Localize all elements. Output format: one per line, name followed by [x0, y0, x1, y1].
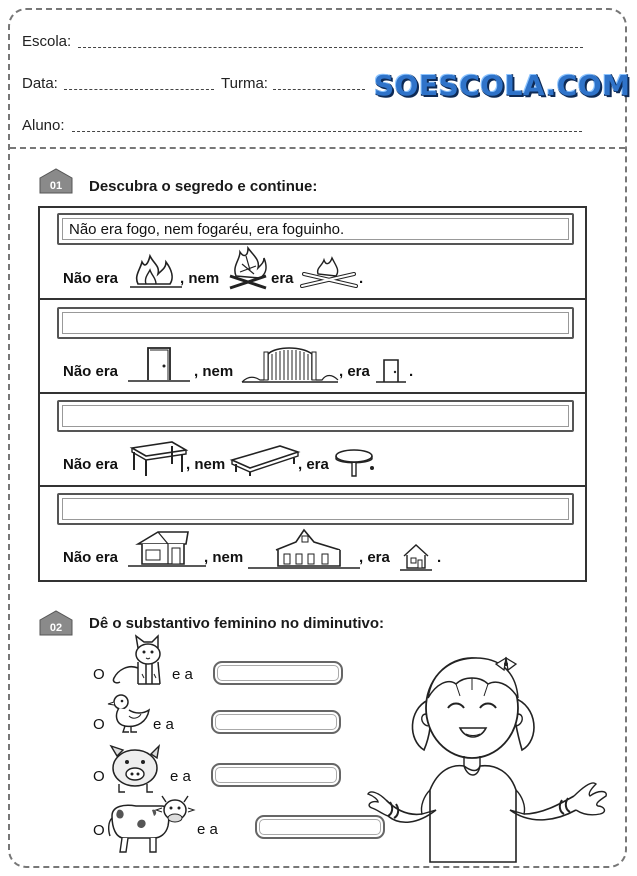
row-4-text-c: , era	[359, 549, 390, 566]
date-field[interactable]	[64, 89, 214, 90]
exercise-2-badge	[38, 610, 74, 641]
row-divider	[40, 392, 585, 394]
class-label: Turma:	[221, 75, 268, 92]
item-1-article: O	[93, 666, 105, 683]
example-box	[57, 213, 574, 245]
class-field[interactable]	[273, 89, 365, 90]
row-2-text-c: , era	[339, 363, 370, 380]
row-2-text-b: , nem	[194, 363, 234, 380]
table-icon	[128, 438, 190, 478]
exercise-2-number: 02	[49, 622, 63, 634]
cow-icon	[106, 796, 192, 858]
row-4-text-b: , nem	[204, 549, 244, 566]
school-label: Escola:	[22, 33, 72, 50]
site-logo: SOESCOLA.COM	[374, 69, 631, 102]
header-divider	[10, 147, 625, 149]
exercise-1-badge	[38, 168, 74, 199]
answer-box-row-3[interactable]	[57, 400, 574, 432]
row-2-text-d: .	[409, 363, 414, 380]
row-divider	[40, 485, 585, 487]
date-label: Data:	[22, 75, 58, 92]
row-4-text-d: .	[437, 549, 442, 566]
item-3-article: O	[93, 768, 105, 785]
duck-icon	[107, 692, 153, 736]
answer-box-row-4[interactable]	[57, 493, 574, 525]
answer-field-2[interactable]	[211, 710, 341, 734]
answer-field-3[interactable]	[211, 763, 341, 787]
exercise-1-title: Descubra o segredo e continue:	[89, 178, 318, 195]
small-fire-icon	[300, 256, 358, 292]
school-field[interactable]	[78, 47, 583, 48]
answer-field-1[interactable]	[213, 661, 343, 685]
pig-icon	[107, 744, 165, 794]
item-4-article: O	[93, 822, 105, 839]
stool-icon	[334, 448, 376, 480]
exercise-1-number: 01	[49, 180, 63, 192]
row-1-text-a: Não era	[63, 270, 119, 287]
row-3-text-b: , nem	[186, 456, 226, 473]
bonfire-icon	[228, 248, 268, 292]
answer-field-4[interactable]	[255, 815, 385, 839]
item-2-article: O	[93, 716, 105, 733]
row-2-text-a: Não era	[63, 363, 119, 380]
gate-icon	[242, 340, 338, 386]
door-icon	[128, 344, 190, 384]
row-1-text-d: .	[359, 270, 364, 287]
item-1-connector: e a	[172, 666, 193, 683]
student-field[interactable]	[72, 131, 582, 132]
small-house-icon	[400, 542, 432, 572]
fire-small-icon	[130, 252, 182, 290]
example-sentence: Não era fogo, nem fogaréu, era foguinho.	[69, 221, 345, 238]
row-1-text-b: , nem	[180, 270, 220, 287]
row-divider	[40, 298, 585, 300]
row-3-text-a: Não era	[63, 456, 119, 473]
house-icon	[128, 528, 206, 570]
student-label: Aluno:	[22, 117, 65, 134]
cat-icon	[108, 634, 168, 688]
answer-box-row-2[interactable]	[57, 307, 574, 339]
row-3-text-c: , era	[298, 456, 329, 473]
exercise-2-title: Dê o substantivo feminino no diminutivo:	[89, 615, 384, 632]
big-house-icon	[248, 528, 360, 572]
bench-icon	[230, 442, 300, 478]
item-2-connector: e a	[153, 716, 174, 733]
item-3-connector: e a	[170, 768, 191, 785]
row-1-text-c: era	[271, 270, 294, 287]
girl-illustration	[368, 640, 613, 862]
item-4-connector: e a	[197, 821, 218, 838]
small-door-icon	[376, 356, 406, 384]
row-4-text-a: Não era	[63, 549, 119, 566]
